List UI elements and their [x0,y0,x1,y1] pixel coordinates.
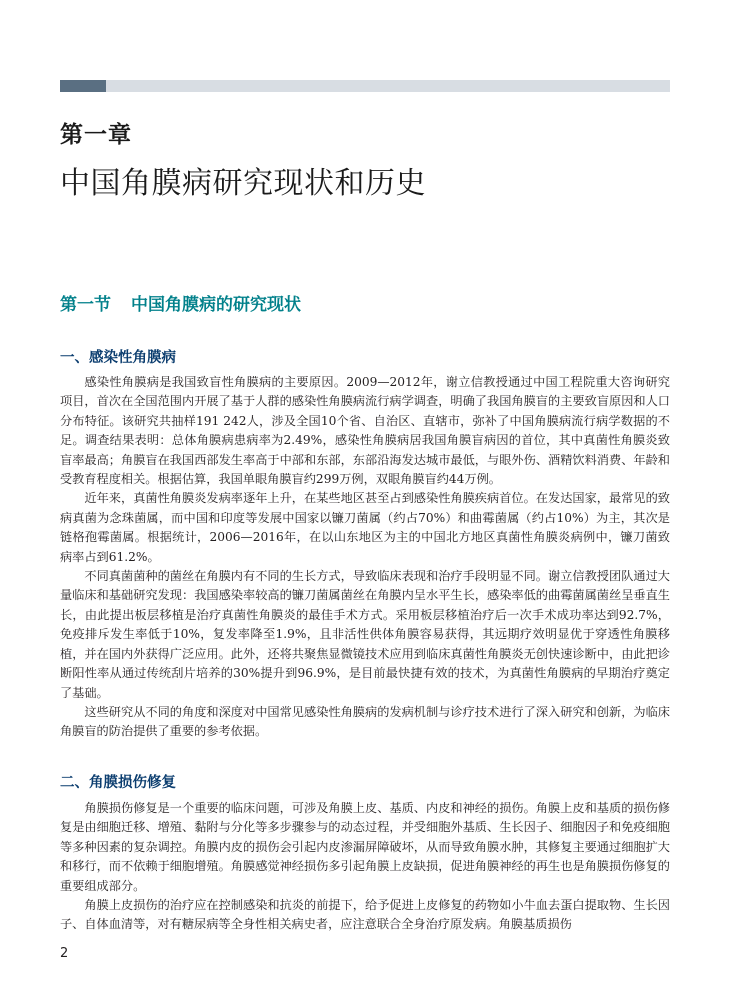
subsection-body-infectious [60,373,670,742]
subsection-title-repair: 二、角膜损伤修复 [60,775,176,791]
paragraph: 角膜损伤修复是一个重要的临床问题，可涉及角膜上皮、基质、内皮和神经的损伤。角膜上皮和基质的损伤修复是由细胞迁移、增殖、黏附与分化等多步骤参与的动态过程，并受细胞外基质、生长因子、细胞因子和免疫细胞等多种因素的复杂调控。角膜内皮的损伤会引起内皮渗漏屏障破坏，从而导致角膜水肿，其修复主要通过细胞扩大和移行，而不依赖于细胞增殖。角膜感觉神经损伤多引起角膜上皮缺损，促进角膜神经的再生也是角膜损伤修复的重要组成部分。 [60,801,670,893]
section-number: 第一节 [60,295,111,315]
chapter-header-bar [60,80,670,92]
chapter-number: 第一章 [60,122,132,148]
paragraph: 不同真菌菌种的菌丝在角膜内有不同的生长方式，导致临床表现和治疗手段明显不同。谢立信教授团队通过大量临床和基础研究发现：我国感染率较高的镰刀菌属菌丝在角膜内呈水平生长，感染率低的曲霉菌属菌丝呈垂直生长，由此提出板层移植是治疗真菌性角膜炎的最佳手术方式。采用板层移植治疗后一次手术成功率达到92.7%，免疫排斥发生率低于10%，复发率降至1.9%，且非活性供体角膜容易获得，其远期疗效明显优于穿透性角膜移植，并在国内外获得广泛应用。此外，还将共聚焦显微镜技术应用到临床真菌性角膜炎无创快速诊断中，由此把诊断阳性率从通过传统刮片培养的30%提升到96.9%，是目前最快捷有效的技术，为真菌性角膜病的早期治疗奠定了基础。 [60,569,670,700]
page-number: 2 [60,946,69,961]
paragraph: 这些研究从不同的角度和深度对中国常见感染性角膜病的发病机制与诊疗技术进行了深入研究和创新，为临床角膜盲的防治提供了重要的参考依据。 [60,704,670,739]
paragraph: 近年来，真菌性角膜炎发病率逐年上升，在某些地区甚至占到感染性角膜疾病首位。在发达国家，最常见的致病真菌为念珠菌属，而中国和印度等发展中国家以镰刀菌属（约占70%）和曲霉菌属（约占10%）为主，其次是链格孢霉菌属。根据统计，2006—2016年，在以山东地区为主的中国北方地区真菌性角膜炎病例中，镰刀菌致病率占到61.2%。 [60,491,670,564]
paragraph: 角膜上皮损伤的治疗应在控制感染和抗炎的前提下，给予促进上皮修复的药物如小牛血去蛋白提取物、生长因子、自体血清等，对有糖尿病等全身性相关病史者，应注意联合全身治疗原发病。角膜基质损伤 [60,898,670,932]
section-heading [60,290,301,315]
subsection-title-infectious: 一、感染性角膜病 [60,350,176,366]
paragraph: 感染性角膜病是我国致盲性角膜病的主要原因。2009—2012年，谢立信教授通过中国工程院重大咨询研究项目，首次在全国范围内开展了基于人群的感染性角膜病流行病学调查，明确了我国角膜盲的主要致盲原因和人口分布特征。该研究共抽样191 242人，涉及全国10个省、自治区、直辖市，弥补了中国角膜病流行病学数据的不足。调查结果表明：总体角膜病患病率为2.49%，感染性角膜病居我国角膜盲病因的首位，其中真菌性角膜炎致盲率最高；角膜盲在我国西部发生率高于中部和东部，东部沿海发达城市最低，与眼外伤、酒精饮料消费、年龄和受教育程度相关。根据估算，我国单眼角膜盲约299万例，双眼角膜盲约44万例。 [60,375,670,487]
subsection-body-repair [60,799,670,935]
chapter-title: 中国角膜病研究现状和历史 [60,166,426,201]
header-bar-track [106,80,670,92]
section-title: 中国角膜病的研究现状 [131,295,301,315]
header-bar-accent [60,80,106,92]
